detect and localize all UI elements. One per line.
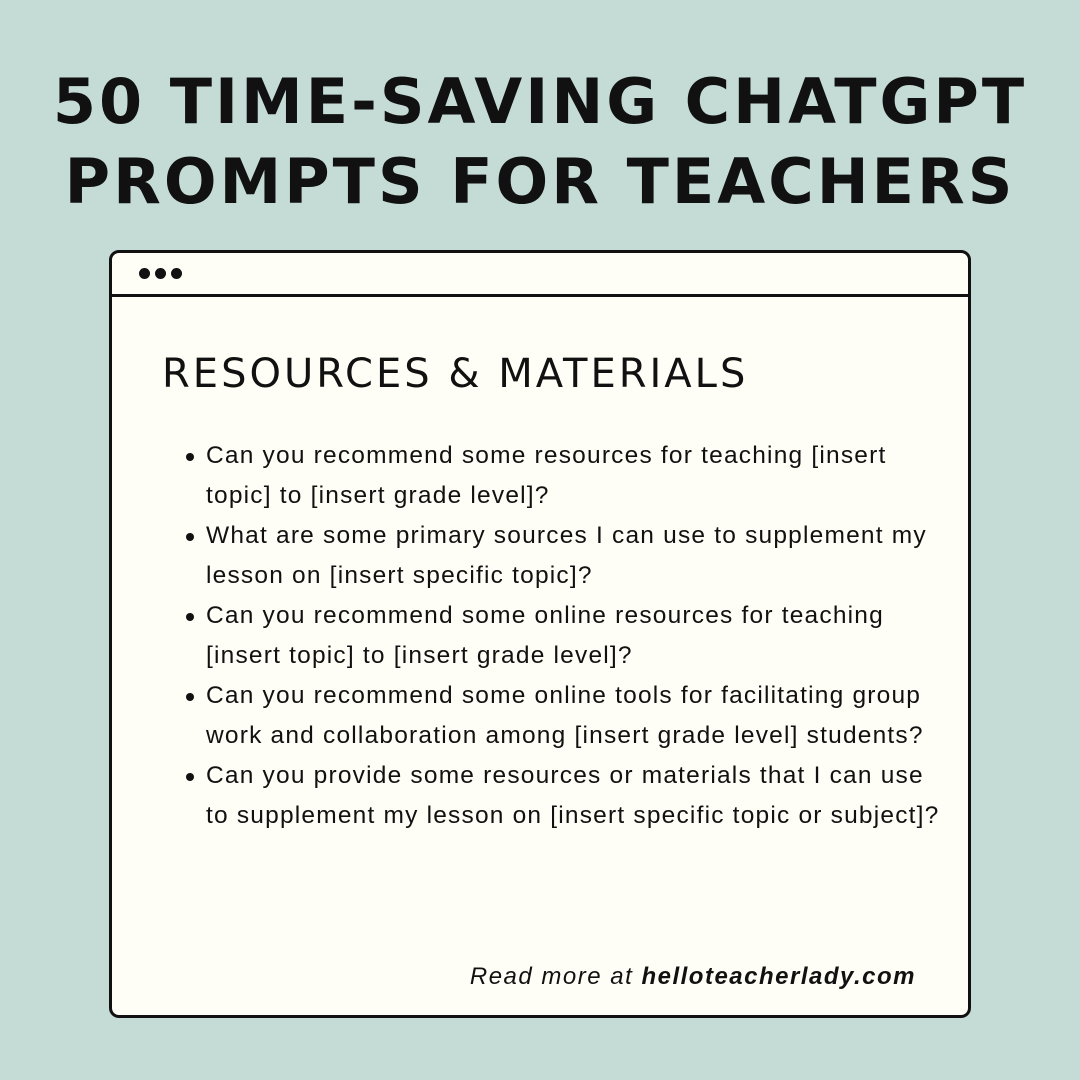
window-dots-icon	[139, 268, 182, 279]
list-item	[206, 756, 946, 836]
footer-credit	[470, 962, 916, 992]
list-item	[206, 596, 946, 676]
prompt-list	[206, 436, 946, 836]
window-titlebar	[112, 253, 968, 297]
website-link[interactable]: helloteacherlady.com	[641, 963, 916, 990]
bullet-icon	[186, 773, 194, 781]
bullet-icon	[186, 533, 194, 541]
prompt-text: Can you recommend some online tools for facilitating group work and collaboration among [insert grade level] students?	[206, 682, 924, 749]
prompt-text: Can you recommend some resources for teaching [insert topic] to [insert grade level]?	[206, 442, 887, 509]
prompt-text: Can you provide some resources or materials that I can use to supplement my lesson on [insert specific topic or subject]?	[206, 762, 940, 829]
footer-prefix: Read more at	[469, 963, 642, 990]
list-item	[206, 676, 946, 756]
bullet-icon	[186, 613, 194, 621]
bullet-icon	[186, 453, 194, 461]
dot-icon	[155, 268, 166, 279]
prompt-text: What are some primary sources I can use to supplement my lesson on [insert specific topic]?	[206, 522, 927, 589]
bullet-icon	[186, 693, 194, 701]
browser-window-card	[109, 250, 971, 1018]
headline	[0, 62, 1080, 222]
headline-line-2: PROMPTS FOR TEACHERS	[64, 145, 1016, 218]
list-item	[206, 516, 946, 596]
dot-icon	[171, 268, 182, 279]
headline-line-1: 50 TIME-SAVING CHATGPT	[52, 65, 1028, 138]
section-title: RESOURCES & MATERIALS	[162, 351, 749, 397]
dot-icon	[139, 268, 150, 279]
list-item	[206, 436, 946, 516]
prompt-text: Can you recommend some online resources for teaching [insert topic] to [insert grade level]?	[206, 602, 884, 669]
